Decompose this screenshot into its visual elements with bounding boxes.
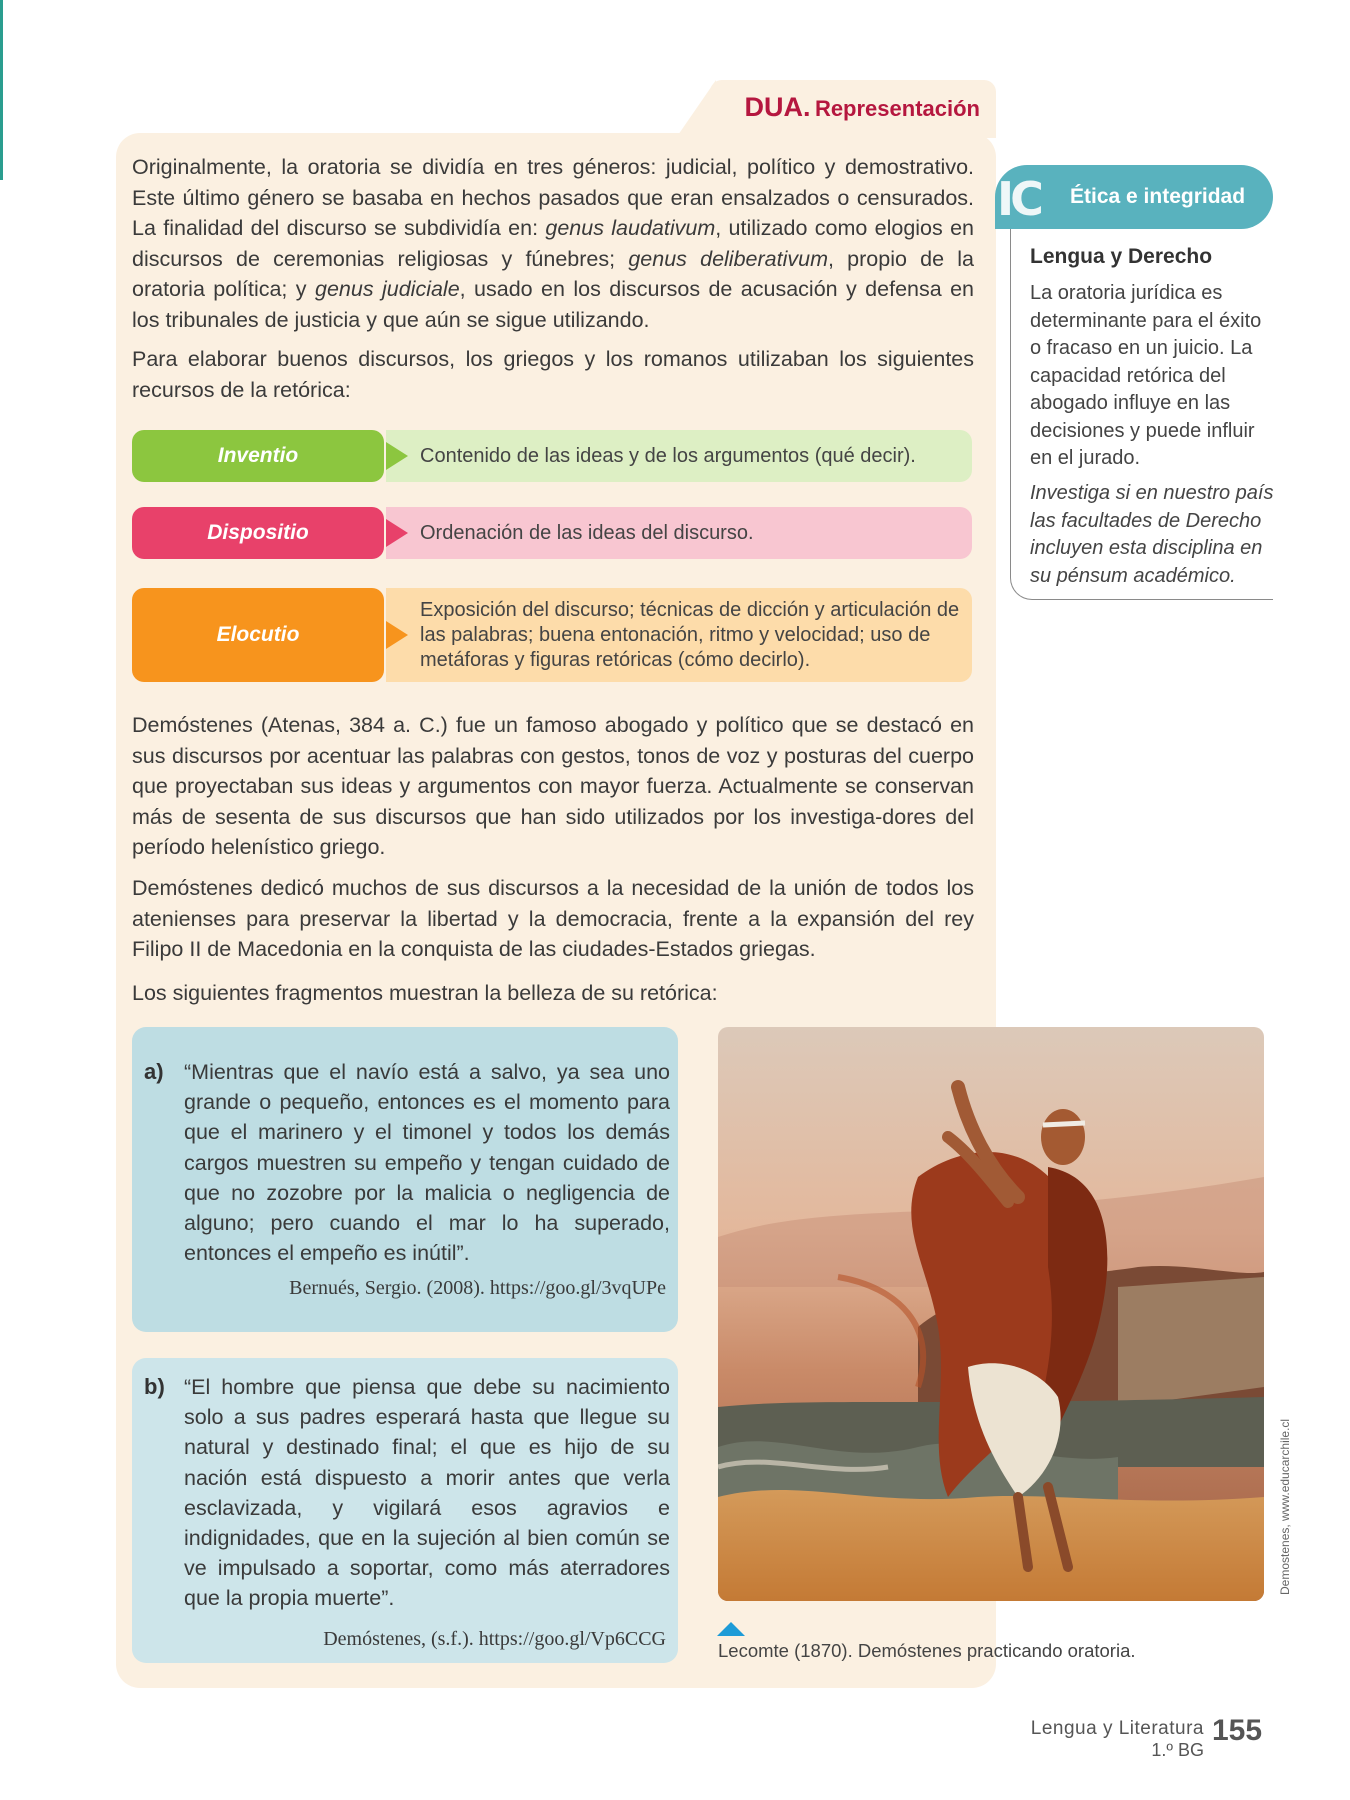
quote-source-b: Demóstenes, (s.f.). https://goo.gl/Vp6CCG bbox=[323, 1628, 666, 1650]
image-caption: Lecomte (1870). Demóstenes practicando oratoria. bbox=[718, 1640, 1136, 1661]
rhetoric-label-inventio: Inventio bbox=[132, 430, 384, 482]
painting-illustration bbox=[718, 1027, 1264, 1601]
footer-subject: Lengua y Literatura bbox=[1030, 1718, 1204, 1739]
rhetoric-label-elocutio: Elocutio bbox=[132, 588, 384, 682]
footer-grade: 1.º BG bbox=[1151, 1740, 1204, 1760]
intro-paragraph-1: Originalmente, la oratoria se dividía en tres géneros: judicial, político y demostrativo. Este último género se basaba en hechos pasados que eran ensalzados o censurados. La finalidad del discurso se subdividía en: genus laudativum, utilizado como elogios en discursos de ceremonias religiosas y fúnebres; genus deliberativum, propio de la oratoria política; y genus judiciale, usado en los discursos de acusación y defensa en los tribunales de justicia y que aún se sigue utilizando. bbox=[132, 155, 975, 332]
quote-box-b bbox=[132, 1358, 678, 1663]
arrow-dispositio-icon bbox=[386, 519, 408, 547]
arrow-inventio-icon bbox=[386, 442, 408, 470]
side-note-question: Investiga si en nuestro país las facultades de Derecho incluyen esta disciplina en su pénsum académico. bbox=[1030, 482, 1274, 587]
painting-demostenes bbox=[718, 1027, 1264, 1601]
side-note-subtitle: Lengua y Derecho bbox=[1030, 245, 1213, 268]
dua-representation: Representación bbox=[814, 96, 980, 121]
term-genus-judiciale: genus judiciale bbox=[314, 277, 460, 301]
image-credit: Demostenes, www.educarchile.cl bbox=[1278, 1418, 1292, 1595]
rhetoric-desc-dispositio: Ordenación de las ideas del discurso. bbox=[386, 507, 972, 559]
quote-letter-a: a) bbox=[144, 1059, 164, 1084]
rhetoric-desc-inventio: Contenido de las ideas y de los argumentos (qué decir). bbox=[386, 430, 972, 482]
quote-box-a bbox=[132, 1027, 678, 1332]
page-number: 155 bbox=[1212, 1714, 1263, 1747]
rhetoric-label-dispositio: Dispositio bbox=[132, 507, 384, 559]
quote-source-a: Bernués, Sergio. (2008). https://goo.gl/3vqUPe bbox=[289, 1277, 666, 1299]
side-note-title: Ética e integridad bbox=[1070, 185, 1246, 208]
dua-label: DUA. bbox=[744, 92, 811, 122]
rhetoric-desc-elocutio: Exposición del discurso; técnicas de dicción y articulación de las palabras; buena entonación, ritmo y velocidad; uso de metáforas y figuras retóricas (cómo decirlo). bbox=[386, 588, 972, 682]
dua-heading bbox=[730, 92, 980, 123]
quote-text-a: “Mientras que el navío está a salvo, ya sea uno grande o pequeño, entonces es el momento para que el marinero y el timonel y todos los demás cargos muestren su empeño y tengan cuidado de que no zozobre por la malicia o negligencia de alguno; pero cuando el mar lo ha superado, entonces el empeño es inútil”. bbox=[184, 1060, 670, 1266]
quote-letter-b: b) bbox=[144, 1374, 165, 1399]
body-paragraph-union: Demóstenes dedicó muchos de sus discursos a la necesidad de la unión de todos los atenienses para preservar la libertad y la democracia, frente a la expansión del rey Filipo II de Macedonia en la conquista de las ciudades-Estados griegas. bbox=[132, 876, 974, 961]
intro-paragraph-2: Para elaborar buenos discursos, los griegos y los romanos utilizaban los siguientes recursos de la retórica: bbox=[132, 347, 974, 402]
term-genus-deliberativum: genus deliberativum bbox=[628, 246, 828, 271]
ic-logo-icon: IC bbox=[997, 172, 1040, 226]
quote-text-b: “El hombre que piensa que debe su nacimiento solo a sus padres esperará hasta que llegue su natural y destinado final; el que es hijo de su nación está dispuesto a morir antes que verla esclavizada, y vigilará esos agravios e indignidades, que en la sujeción al bien común se ve impulsado a soportar, como más aterradores que la propia muerte”. bbox=[184, 1375, 670, 1611]
side-note-text: La oratoria jurídica es determinante para el éxito o fracaso en un juicio. La capacidad retórica del abogado influye en las decisiones y puede influir en el jurado. bbox=[1030, 282, 1262, 469]
body-paragraph-fragments: Los siguientes fragmentos muestran la belleza de su retórica: bbox=[132, 981, 718, 1005]
term-genus-laudativum: genus laudativum bbox=[545, 216, 716, 240]
caption-triangle-icon bbox=[717, 1622, 745, 1636]
arrow-elocutio-icon bbox=[386, 621, 408, 649]
body-paragraph-demostenes: Demóstenes (Atenas, 384 a. C.) fue un famoso abogado y político que se destacó en sus discursos por acentuar las palabras con gestos, tonos de voz y posturas del cuerpo que proyectaban sus ideas y argumentos con mayor fuerza. Actualmente se conservan más de sesenta de sus discursos que han sido utilizados por los investiga-dores del período helenístico griego. bbox=[132, 713, 974, 859]
edge-accent-line bbox=[0, 0, 3, 180]
